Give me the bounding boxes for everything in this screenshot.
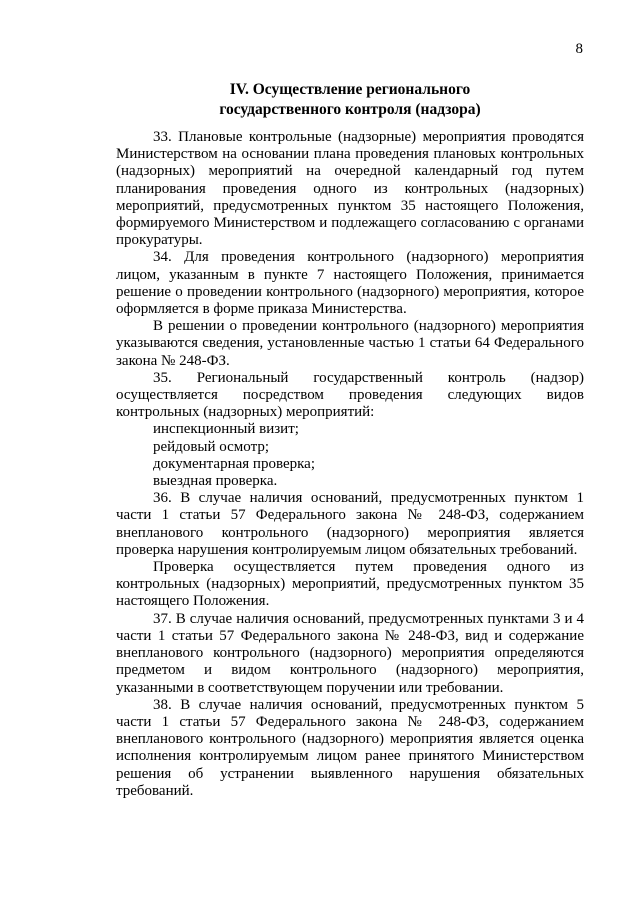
paragraph-38: 38. В случае наличия оснований, предусмотренных пунктом 5 части 1 статьи 57 Федерального закона № 248-ФЗ, содержанием внепланового контрольного (надзорного) мероприятия является оценка исполнения контролируемым лицом ранее принятого Министерством решения об устранении выявленного нарушения обязательных требований.: [116, 696, 584, 799]
list-item: рейдовый осмотр;: [153, 438, 269, 455]
section-heading-line-1: IV. Осуществление регионального: [229, 81, 471, 98]
paragraph-34: 34. Для проведения контрольного (надзорного) мероприятия лицом, указанным в пункте 7 настоящего Положения, принимается решение о проведении контрольного (надзорного) мероприятия, которое оформляется в форме приказа Министерства.: [116, 249, 584, 318]
section-heading: [116, 80, 584, 120]
paragraph-37: 37. В случае наличия оснований, предусмотренных пунктами 3 и 4 части 1 статьи 57 Федерального закона № 248-ФЗ, вид и содержание внепланового контрольного (надзорного) мероприятия определяются предметом и видом контрольного (надзорного) мероприятия, указанными в соответствующем поручении или требовании.: [116, 610, 584, 696]
list-item: инспекционный визит;: [153, 421, 299, 438]
list-item: выездная проверка.: [153, 473, 278, 490]
document-body: [116, 129, 584, 800]
page-number: 8: [575, 41, 583, 57]
paragraph-34-decision-details: В решении о проведении контрольного (надзорного) мероприятия указываются сведения, установленные частью 1 статьи 64 Федерального закона № 248-ФЗ.: [116, 318, 584, 369]
paragraph-33: 33. Плановые контрольные (надзорные) мероприятия проводятся Министерством на основании плана проведения плановых контрольных (надзорных) мероприятий на очередной календарный год путем планирования проведения одного из контрольных (надзорных) мероприятий, предусмотренных пунктом 35 настоящего Положения, формируемого Министерством и подлежащего согласованию с органами прокуратуры.: [116, 129, 584, 249]
paragraph-36-inspection: Проверка осуществляется путем проведения одного из контрольных (надзорных) мероприятий, предусмотренных пунктом 35 настоящего Положения.: [116, 559, 584, 610]
paragraph-36: 36. В случае наличия оснований, предусмотренных пунктом 1 части 1 статьи 57 Федерального закона № 248-ФЗ, содержанием внепланового контрольного (надзорного) мероприятия является проверка нарушения контролируемым лицом обязательных требований.: [116, 490, 584, 558]
list-item: документарная проверка;: [153, 455, 315, 472]
paragraph-35: 35. Региональный государственный контроль (надзор) осуществляется посредством проведения следующих видов контрольных (надзорных) мероприятий:: [116, 369, 584, 421]
section-heading-line-2: государственного контроля (надзора): [219, 101, 481, 118]
measures-list: [116, 421, 584, 490]
